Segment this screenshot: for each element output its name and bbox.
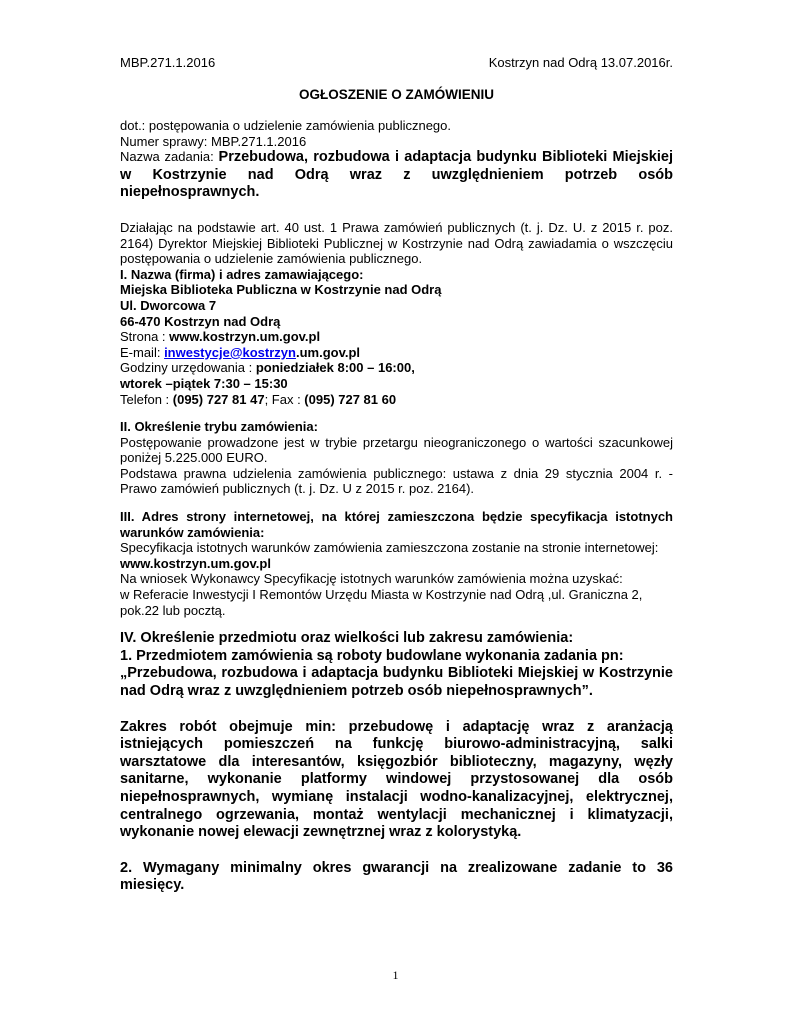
- section-3-heading: III. Adres strony internetowej, na której zamieszczona będzie specyfikacja istotnych warunków zamówienia:: [120, 509, 673, 540]
- fax-number: (095) 727 81 60: [304, 391, 397, 407]
- specification-office-text: w Referacie Inwestycji I Remontów Urzędu Miasta w Kostrzynie nad Odrą ,ul. Graniczna 2, pok.22 lub pocztą.: [120, 587, 643, 618]
- office-hours-monday: poniedziałek 8:00 – 16:00,: [255, 360, 415, 376]
- phone-number: (095) 727 81 47: [172, 391, 265, 407]
- website-label: Strona :: [120, 329, 170, 345]
- legal-basis: Działając na podstawie art. 40 ust. 1 Prawa zamówień publicznych (t. j. Dz. U. z 2015 r. poz. 2164) Dyrektor Miejskiej Biblioteki Publicznej w Kostrzynie nad Odrą zawiadamia o wszczęciu postępowania o udzielenie zamówienia publicznego.: [120, 219, 673, 267]
- website-line: [120, 329, 673, 345]
- specification-request-text: Na wniosek Wykonawcy Specyfikację istotnych warunków zamówienia można uzyskać:: [120, 571, 623, 587]
- document-body: [120, 55, 673, 895]
- website-url: www.kostrzyn.um.gov.pl: [169, 329, 321, 345]
- section-4-heading: IV. Określenie przedmiotu oraz wielkości lub zakresu zamówienia:: [120, 630, 574, 647]
- task-label: Nazwa zadania:: [120, 149, 219, 165]
- specification-text: Specyfikacja istotnych warunków zamówienia zamieszczona zostanie na stronie internetowej:: [120, 540, 659, 556]
- section-2-heading: II. Określenie trybu zamówienia:: [120, 419, 318, 435]
- document-header: [120, 55, 673, 71]
- subject-item-1: 1. Przedmiotem zamówienia są roboty budowlane wykonania zadania pn:: [120, 647, 624, 664]
- office-hours-label: Godziny urzędowania :: [120, 360, 256, 376]
- authority-street: Ul. Dworcowa 7: [120, 297, 217, 313]
- scope-of-works: Zakres robót obejmuje min: przebudowę i adaptację wraz z aranżacją istniejących pomieszczeń na funkcję biurowo-administracyjną, salki warsztatowe dla interesantów, księgozbiór biblioteczny, magazyny, węzły sanitarne, wykonanie platformy windowej przystosowanej dla osób niepełnosprawnych, wymianę instalacji wodno-kanalizacyjnej, elektrycznej, centralnego ogrzewania, montaż wentylacji mechanicznej i klimatyzacji, wykonanie nowej elewacji zewnętrznej wraz z kolorystyką.: [120, 718, 673, 841]
- email-label: E-mail:: [120, 344, 165, 360]
- procedure-mode-text: Postępowanie prowadzone jest w trybie przetargu nieograniczonego o wartości szacunkowej poniżej 5.225.000 EURO.: [120, 434, 673, 466]
- page-number: 1: [392, 968, 399, 982]
- phone-label: Telefon :: [120, 391, 173, 407]
- contracting-authority-name: Miejska Biblioteka Publiczna w Kostrzynie nad Odrą: [120, 282, 442, 298]
- email-line: [120, 345, 673, 361]
- specification-website: www.kostrzyn.um.gov.pl: [120, 555, 271, 571]
- task-name-paragraph: [120, 149, 673, 202]
- warranty-requirement: 2. Wymagany minimalny okres gwarancji na zrealizowane zadanie to 36 miesięcy.: [120, 859, 673, 894]
- email-link[interactable]: inwestycje@kostrzyn: [164, 344, 296, 360]
- office-hours-tue-fri: wtorek –piątek 7:30 – 15:30: [120, 375, 288, 391]
- phone-fax-line: [120, 392, 673, 408]
- legal-basis-text: Podstawa prawna udzielenia zamówienia publicznego: ustawa z dnia 29 stycznia 2004 r. - Prawo zamówień publicznych (t. j. Dz. U z 2015 r. poz. 2164).: [120, 465, 673, 497]
- section-1-heading: I. Nazwa (firma) i adres zamawiającego:: [120, 266, 364, 282]
- intro-dot: dot.: postępowania o udzielenie zamówienia publicznego.: [120, 118, 451, 133]
- email-domain: .um.gov.pl: [295, 344, 361, 360]
- place-and-date: Kostrzyn nad Odrą 13.07.2016r.: [488, 55, 673, 70]
- authority-city: 66-470 Kostrzyn nad Odrą: [120, 313, 281, 329]
- case-number: Numer sprawy: MBP.271.1.2016: [120, 133, 307, 149]
- reference-number: MBP.271.1.2016: [120, 55, 216, 70]
- task-name: Przebudowa, rozbudowa i adaptacja budynku Biblioteki Miejskiej w Kostrzynie nad Odrą wraz z uwzględnieniem potrzeb osób niepełnosprawnych.: [120, 149, 673, 201]
- office-hours-line: [120, 360, 673, 376]
- fax-label: ; Fax :: [264, 391, 305, 407]
- document-title: OGŁOSZENIE O ZAMÓWIENIU: [299, 87, 494, 102]
- subject-task-name: „Przebudowa, rozbudowa i adaptacja budynku Biblioteki Miejskiej w Kostrzynie nad Odrą wraz z uwzględnieniem potrzeb osób niepełnosprawnych”.: [120, 665, 673, 699]
